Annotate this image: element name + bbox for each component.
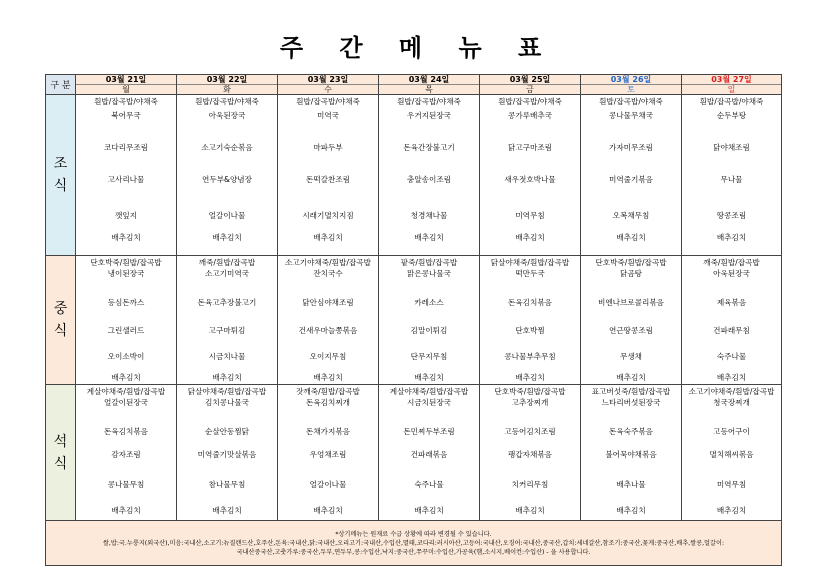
origin-notes bbox=[46, 521, 782, 566]
menu-item: 배추김치 bbox=[414, 233, 444, 242]
menu-cell bbox=[480, 95, 581, 256]
menu-item: 돈채가지볶음 bbox=[305, 427, 350, 436]
menu-cell bbox=[682, 256, 782, 385]
menu-item: 무나물 bbox=[720, 175, 743, 184]
menu-item: 새우젓호박나물 bbox=[504, 175, 556, 184]
day-header bbox=[480, 75, 581, 95]
menu-item: 청국장찌개 bbox=[713, 398, 750, 407]
menu-item: 떡만두국 bbox=[515, 269, 545, 278]
menu-item: 단무지무침 bbox=[410, 352, 448, 361]
menu-item: 순두부탕 bbox=[716, 111, 747, 120]
menu-item: 배추김치 bbox=[111, 373, 141, 382]
menu-item: 돈육숙주볶음 bbox=[608, 427, 653, 436]
menu-item: 배추김치 bbox=[716, 373, 747, 382]
menu-item: 무생채 bbox=[619, 352, 642, 361]
weekly-menu-table bbox=[45, 74, 782, 566]
day-of-week: 토 bbox=[581, 84, 681, 94]
menu-item: 고사리나물 bbox=[107, 175, 145, 184]
menu-item: 흰밥/잡곡밥/야채죽 bbox=[498, 97, 562, 106]
menu-item: 깻잎지 bbox=[114, 211, 137, 220]
menu-item: 비엔나브로콜리볶음 bbox=[597, 298, 665, 307]
menu-item: 느타리버섯된장국 bbox=[601, 398, 661, 407]
menu-item: 잣깨죽/흰밥/잡곡밥 bbox=[296, 387, 360, 396]
menu-item: 제육볶음 bbox=[716, 298, 747, 307]
menu-cell bbox=[480, 256, 581, 385]
menu-item: 땅콩조림 bbox=[716, 211, 747, 220]
header-row bbox=[46, 75, 782, 95]
menu-item: 흰밥/잡곡밥/야채죽 bbox=[94, 97, 158, 106]
menu-cell bbox=[278, 95, 379, 256]
menu-item: 숙주나물 bbox=[414, 480, 444, 489]
day-header bbox=[278, 75, 379, 95]
menu-item: 흰밥/잡곡밥/야채죽 bbox=[397, 97, 461, 106]
menu-item: 김치콩나물국 bbox=[204, 398, 249, 407]
menu-item: 아욱된장국 bbox=[208, 111, 246, 120]
menu-item: 배추김치 bbox=[515, 233, 545, 242]
menu-item: 배추김치 bbox=[414, 373, 444, 382]
day-of-week: 화 bbox=[177, 84, 277, 94]
menu-item: 청경채나물 bbox=[410, 211, 448, 220]
note-line: 쌀,밥:국.누룽지(외국산),미음:국내산,소고기:뉴질랜드산,호주산,돈육:국내산,닭:국내산,오리고기:국내산,수입산,멸태,코다리:러시아산,고등어:국내산,오징어:국내산,중국산,갑치:세네갈산,참조기:중국산,꽃게:중국산,배추,쌀콩,얼갈이: bbox=[102, 539, 725, 547]
menu-item: 닭고구마조림 bbox=[507, 143, 552, 152]
menu-item: 돈육김치볶음 bbox=[103, 427, 148, 436]
menu-item: 소고기야채죽/흰밥/잡곡밥 bbox=[688, 387, 775, 396]
menu-item: 고추장찌개 bbox=[511, 398, 549, 407]
menu-item: 고등어구이 bbox=[713, 427, 750, 436]
day-date: 03월 23일 bbox=[307, 75, 349, 84]
menu-item: 숙주나물 bbox=[716, 352, 747, 361]
menu-item: 배추김치 bbox=[616, 506, 646, 515]
menu-item: 닭야채조림 bbox=[713, 143, 750, 152]
menu-cell bbox=[581, 385, 682, 521]
menu-item: 배추김치 bbox=[515, 506, 545, 515]
menu-item: 계살야채죽/흰밥/잡곡밥 bbox=[86, 387, 166, 396]
menu-item: 배추김치 bbox=[716, 233, 747, 242]
menu-item: 깨죽/흰밥/잡곡밥 bbox=[703, 258, 760, 267]
menu-item: 단호박죽/흰밥/잡곡밥 bbox=[595, 258, 667, 267]
gubun-label: 구 분 bbox=[46, 75, 76, 95]
menu-item: 배추김치 bbox=[414, 506, 444, 515]
meal-label: 조 식 bbox=[46, 95, 76, 256]
meal-row-lunch bbox=[46, 256, 782, 385]
menu-item: 돈육간장불고기 bbox=[403, 143, 455, 152]
menu-cell bbox=[177, 256, 278, 385]
menu-item: 연두부&양념장 bbox=[202, 175, 252, 184]
menu-item: 미역줄기맛살볶음 bbox=[197, 450, 257, 459]
day-of-week: 일 bbox=[682, 84, 781, 94]
meal-label: 중 식 bbox=[46, 256, 76, 385]
menu-item: 배추김치 bbox=[111, 506, 141, 515]
menu-cell bbox=[76, 95, 177, 256]
day-header bbox=[76, 75, 177, 95]
menu-item: 배추김치 bbox=[313, 233, 343, 242]
menu-item: 시금치된장국 bbox=[406, 398, 451, 407]
menu-item: 배추김치 bbox=[515, 373, 545, 382]
menu-cell bbox=[581, 95, 682, 256]
menu-item: 오이소박이 bbox=[107, 352, 145, 361]
menu-item: 그린샐러드 bbox=[107, 326, 145, 335]
menu-item: 북어무국 bbox=[111, 111, 141, 120]
menu-item: 닭살야채죽/흰밥/잡곡밥 bbox=[187, 387, 267, 396]
menu-item: 닭안심야채조림 bbox=[302, 298, 354, 307]
menu-cell bbox=[177, 385, 278, 521]
menu-item: 단호박죽/흰밥/잡곡밥 bbox=[90, 258, 162, 267]
menu-item: 표고버섯죽/흰밥/잡곡밥 bbox=[591, 387, 671, 396]
menu-item: 연근땅콩조림 bbox=[608, 326, 653, 335]
menu-item: 배추김치 bbox=[716, 506, 747, 515]
menu-item: 깨죽/흰밥/잡곡밥 bbox=[198, 258, 256, 267]
menu-item: 건새우마늘쫑볶음 bbox=[298, 326, 358, 335]
day-date: 03월 24일 bbox=[408, 75, 450, 84]
menu-item: 감자조림 bbox=[111, 450, 141, 459]
menu-item: 흰밥/잡곡밥/야채죽 bbox=[599, 97, 663, 106]
menu-item: 흰밥/잡곡밥/야채죽 bbox=[699, 97, 764, 106]
menu-item: 오복채무침 bbox=[612, 211, 650, 220]
menu-item: 흰밥/잡곡밥/야채죽 bbox=[296, 97, 360, 106]
menu-item: 미역국 bbox=[316, 111, 339, 120]
menu-item: 미역무침 bbox=[716, 480, 747, 489]
menu-cell bbox=[581, 256, 682, 385]
menu-item: 얼갈이나물 bbox=[208, 211, 246, 220]
meal-label: 석 식 bbox=[46, 385, 76, 521]
menu-item: 맑은콩나물국 bbox=[406, 269, 451, 278]
menu-item: 마파두부 bbox=[313, 143, 343, 152]
menu-item: 아욱된장국 bbox=[713, 269, 750, 278]
menu-cell bbox=[682, 95, 782, 256]
menu-item: 우엉채조림 bbox=[309, 450, 347, 459]
menu-item: 얼갈이나물 bbox=[309, 480, 347, 489]
menu-item: 참나물무침 bbox=[208, 480, 246, 489]
meal-row-dinner bbox=[46, 385, 782, 521]
menu-item: 충알송이조림 bbox=[406, 175, 451, 184]
menu-item: 냉이된장국 bbox=[107, 269, 145, 278]
menu-item: 등심돈까스 bbox=[107, 298, 145, 307]
menu-item: 흰밥/잡곡밥/야채죽 bbox=[195, 97, 259, 106]
menu-item: 콩가루배추국 bbox=[507, 111, 552, 120]
menu-item: 불어묵야채볶음 bbox=[605, 450, 657, 459]
menu-item: 닭살야채죽/흰밥/잡곡밥 bbox=[490, 258, 570, 267]
day-date: 03월 25일 bbox=[509, 75, 551, 84]
menu-item: 배추김치 bbox=[616, 233, 646, 242]
menu-item: 치커리무침 bbox=[511, 480, 549, 489]
menu-item: 소고기숙순볶음 bbox=[201, 143, 253, 152]
menu-item: 배추김치 bbox=[212, 373, 242, 382]
menu-item: 고구마튀김 bbox=[208, 326, 246, 335]
menu-item: 배추김치 bbox=[313, 506, 343, 515]
menu-item: 잔치국수 bbox=[313, 269, 343, 278]
menu-item: 가자미무조림 bbox=[608, 143, 653, 152]
day-date: 03월 21일 bbox=[105, 75, 147, 84]
menu-cell bbox=[76, 256, 177, 385]
menu-item: 소고기미역국 bbox=[204, 269, 249, 278]
notes-row bbox=[46, 521, 782, 566]
menu-item: 미역무침 bbox=[515, 211, 545, 220]
day-date: 03월 27일 bbox=[711, 75, 752, 84]
menu-cell bbox=[177, 95, 278, 256]
menu-item: 콩나물무침 bbox=[107, 480, 145, 489]
menu-item: 팥죽/흰밥/잡곡밥 bbox=[400, 258, 458, 267]
menu-item: 건파래무침 bbox=[713, 326, 750, 335]
menu-item: 돈육김치볶음 bbox=[507, 298, 552, 307]
menu-item: 닭곰탕 bbox=[619, 269, 642, 278]
menu-item: 단호박죽/흰밥/잡곡밥 bbox=[494, 387, 566, 396]
day-header bbox=[379, 75, 480, 95]
menu-item: 콩나물무채국 bbox=[608, 111, 653, 120]
day-header bbox=[581, 75, 682, 95]
menu-item: 시래기멸치지짐 bbox=[302, 211, 354, 220]
menu-item: 배추나물 bbox=[616, 480, 646, 489]
menu-item: 돈민찌두부조림 bbox=[403, 427, 455, 436]
menu-cell bbox=[278, 385, 379, 521]
menu-item: 배추김치 bbox=[212, 233, 242, 242]
menu-item: 멸치해씨볶음 bbox=[709, 450, 754, 459]
menu-item: 배추김치 bbox=[212, 506, 242, 515]
day-of-week: 월 bbox=[76, 84, 176, 94]
note-line: 국내산중국산,고춧가루:중국산,두부,연두부,콩:수입산,낙지:중국산,쭈꾸미:수입산,가공육(햄,소시지,베이컨:수입산) - 을 사용합니다. bbox=[236, 548, 591, 556]
menu-item: 얼갈이된장국 bbox=[103, 398, 148, 407]
menu-item: 카레소스 bbox=[414, 298, 444, 307]
menu-item: 미역줄기볶음 bbox=[608, 175, 653, 184]
menu-item: 배추김치 bbox=[616, 373, 646, 382]
page-title: 주 간 메 뉴 표 bbox=[279, 34, 556, 62]
menu-cell bbox=[76, 385, 177, 521]
menu-item: 배추김치 bbox=[111, 233, 141, 242]
menu-item: 코다리무조림 bbox=[103, 143, 148, 152]
menu-cell bbox=[379, 385, 480, 521]
menu-cell bbox=[379, 256, 480, 385]
menu-item: 소고기야채죽/흰밥/잡곡밥 bbox=[285, 258, 371, 267]
menu-item: 팽갑자채볶음 bbox=[507, 450, 552, 459]
menu-cell bbox=[480, 385, 581, 521]
menu-item: 김말이튀김 bbox=[410, 326, 448, 335]
menu-item: 건파래볶음 bbox=[410, 450, 448, 459]
menu-item: 고등어김치조림 bbox=[504, 427, 556, 436]
menu-cell bbox=[682, 385, 782, 521]
day-header bbox=[177, 75, 278, 95]
menu-item: 우거지된장국 bbox=[406, 111, 451, 120]
day-of-week: 수 bbox=[278, 84, 378, 94]
day-date: 03월 26일 bbox=[610, 75, 652, 84]
menu-cell bbox=[379, 95, 480, 256]
day-header bbox=[682, 75, 782, 95]
menu-item: 순살안동찜닭 bbox=[204, 427, 249, 436]
menu-cell bbox=[278, 256, 379, 385]
day-of-week: 금 bbox=[480, 84, 580, 94]
menu-item: 계살야채죽/흰밥/잡곡밥 bbox=[389, 387, 469, 396]
menu-item: 단호박찜 bbox=[515, 326, 545, 335]
menu-item: 콩나물부추무침 bbox=[504, 352, 556, 361]
menu-item: 오이지무침 bbox=[309, 352, 347, 361]
day-of-week: 목 bbox=[379, 84, 479, 94]
day-date: 03월 22일 bbox=[206, 75, 248, 84]
menu-item: 돈떡갈찬조림 bbox=[305, 175, 350, 184]
meal-row-breakfast bbox=[46, 95, 782, 256]
menu-item: 시금치나물 bbox=[208, 352, 246, 361]
menu-item: 돈육김치찌개 bbox=[305, 398, 350, 407]
menu-item: 돈육고추장불고기 bbox=[197, 298, 257, 307]
menu-item: 배추김치 bbox=[313, 373, 343, 382]
note-line: *상기메뉴는 원재료 수급 상황에 따라 변경될 수 있습니다. bbox=[335, 530, 492, 538]
